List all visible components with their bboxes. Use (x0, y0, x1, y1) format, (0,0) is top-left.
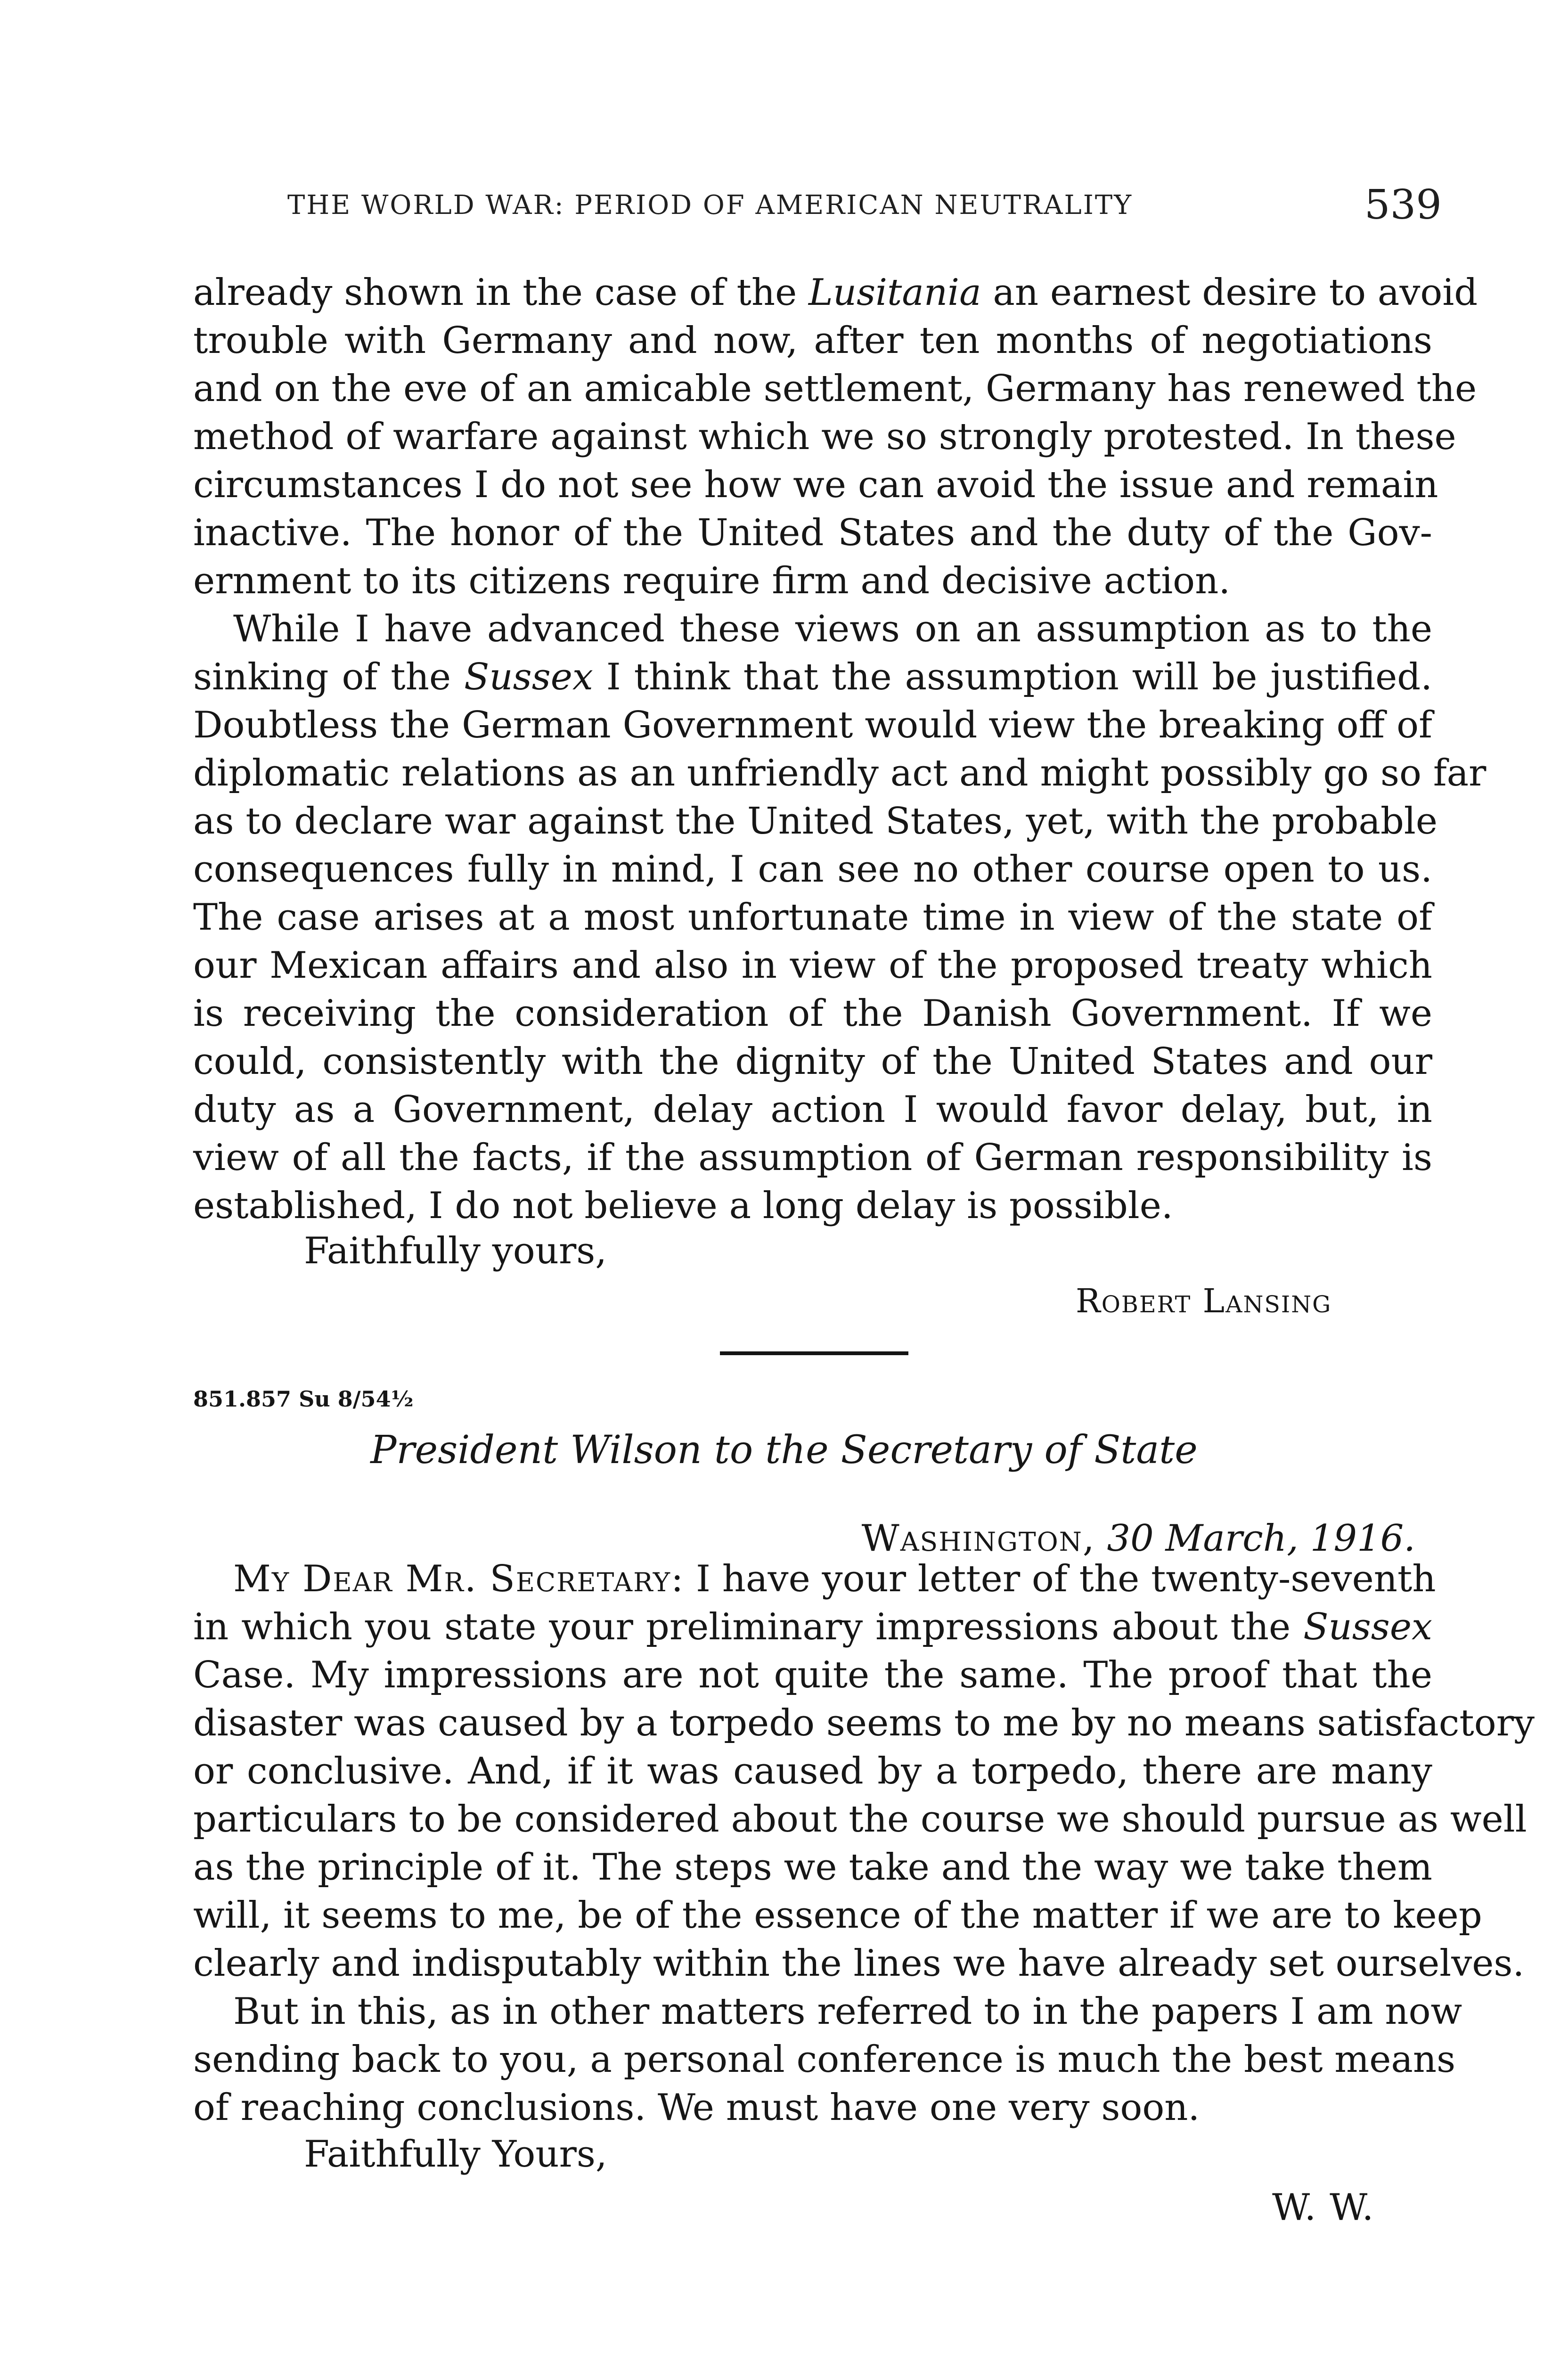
dateline-date: 30 March, 1916. (1107, 1517, 1415, 1560)
text-line: Case. My impressions are not quite the same. The proof that the (193, 1654, 1432, 1696)
ship-name-sussex: Sussex (1303, 1606, 1432, 1648)
text-line: diplomatic relations as an unfriendly act and might possibly go so far (193, 752, 1486, 794)
text-line: as to declare war against the United States, yet, with the probable (193, 800, 1438, 843)
dateline (862, 1517, 1415, 1560)
letter2-closing: Faithfully Yours, (304, 2133, 607, 2176)
text-line: inactive. The honor of the United States and the duty of the Gov- (193, 512, 1432, 554)
text-line: could, consistently with the dignity of the United States and our (193, 1040, 1432, 1083)
text-line: method of warfare against which we so strongly protested. In these (193, 416, 1456, 458)
letter1-paragraph-1 (193, 269, 1478, 605)
text-line: sinking of the Sussex I think that the assumption will be justified. (193, 656, 1432, 698)
letter2-paragraph-1 (193, 1555, 1535, 1988)
text-line: will, it seems to me, be of the essence of the matter if we are to keep (193, 1894, 1482, 1937)
text-line: My Dear Mr. Secretary: I have your letter of the twenty-seventh (233, 1558, 1436, 1600)
letter1-closing: Faithfully yours, (304, 1230, 607, 1272)
text-line: and on the eve of an amicable settlement, Germany has renewed the (193, 368, 1477, 410)
text-line: Doubtless the German Government would view the breaking off of (193, 704, 1432, 746)
text-line: consequences fully in mind, I can see no other course open to us. (193, 848, 1432, 891)
text-line: But in this, as in other matters referred to in the papers I am now (233, 1990, 1462, 2033)
text-line: trouble with Germany and now, after ten months of negotiations (193, 319, 1432, 362)
dateline-place: Washington, (861, 1517, 1095, 1560)
text-line: sending back to you, a personal conference is much the best means (193, 2038, 1456, 2081)
text-line: in which you state your preliminary impressions about the Sussex (193, 1606, 1432, 1648)
text-line: The case arises at a most unfortunate time in view of the state of (193, 896, 1432, 939)
text-line: circumstances I do not see how we can avoid the issue and remain (193, 464, 1438, 506)
letter1-paragraph-2 (193, 605, 1486, 1230)
salutation: My Dear Mr. Secretary: (233, 1558, 685, 1600)
text-line: established, I do not believe a long delay is possible. (193, 1185, 1173, 1227)
text-line: or conclusive. And, if it was caused by a torpedo, there are many (193, 1750, 1432, 1792)
ship-name-sussex: Sussex (464, 656, 593, 698)
text-line: already shown in the case of the Lusitania an earnest desire to avoid (193, 271, 1478, 314)
running-title: THE WORLD WAR: PERIOD OF AMERICAN NEUTRALITY (287, 190, 1133, 221)
text-line: ernment to its citizens require firm and decisive action. (193, 560, 1231, 602)
ship-name-lusitania: Lusitania (808, 271, 981, 314)
text-line: is receiving the consideration of the Danish Government. If we (193, 992, 1432, 1035)
page-number: 539 (1364, 181, 1442, 229)
text-line: as the principle of it. The steps we take and the way we take them (193, 1846, 1432, 1889)
letter2-signature: W. W. (1272, 2186, 1375, 2229)
text-line: disaster was caused by a torpedo seems to me by no means satisfactory (193, 1702, 1535, 1744)
file-reference: 851.857 Su 8/54½ (193, 1386, 414, 1412)
running-head (287, 181, 1442, 233)
letter1-signature: Robert Lansing (1076, 1282, 1332, 1320)
text-line: of reaching conclusions. We must have one very soon. (193, 2086, 1200, 2129)
section-divider (720, 1351, 908, 1355)
text-line: our Mexican affairs and also in view of the proposed treaty which (193, 944, 1432, 987)
text-line: While I have advanced these views on an assumption as to the (233, 608, 1432, 650)
text-line: view of all the facts, if the assumption of German responsibility is (193, 1137, 1432, 1179)
text-line: duty as a Government, delay action I would favor delay, but, in (193, 1088, 1432, 1131)
text-line: clearly and indisputably within the lines we have already set ourselves. (193, 1942, 1525, 1985)
text-line: particulars to be considered about the course we should pursue as well (193, 1798, 1527, 1841)
letter2-paragraph-2 (193, 1988, 1462, 2132)
document-title: President Wilson to the Secretary of State (370, 1428, 1198, 1472)
